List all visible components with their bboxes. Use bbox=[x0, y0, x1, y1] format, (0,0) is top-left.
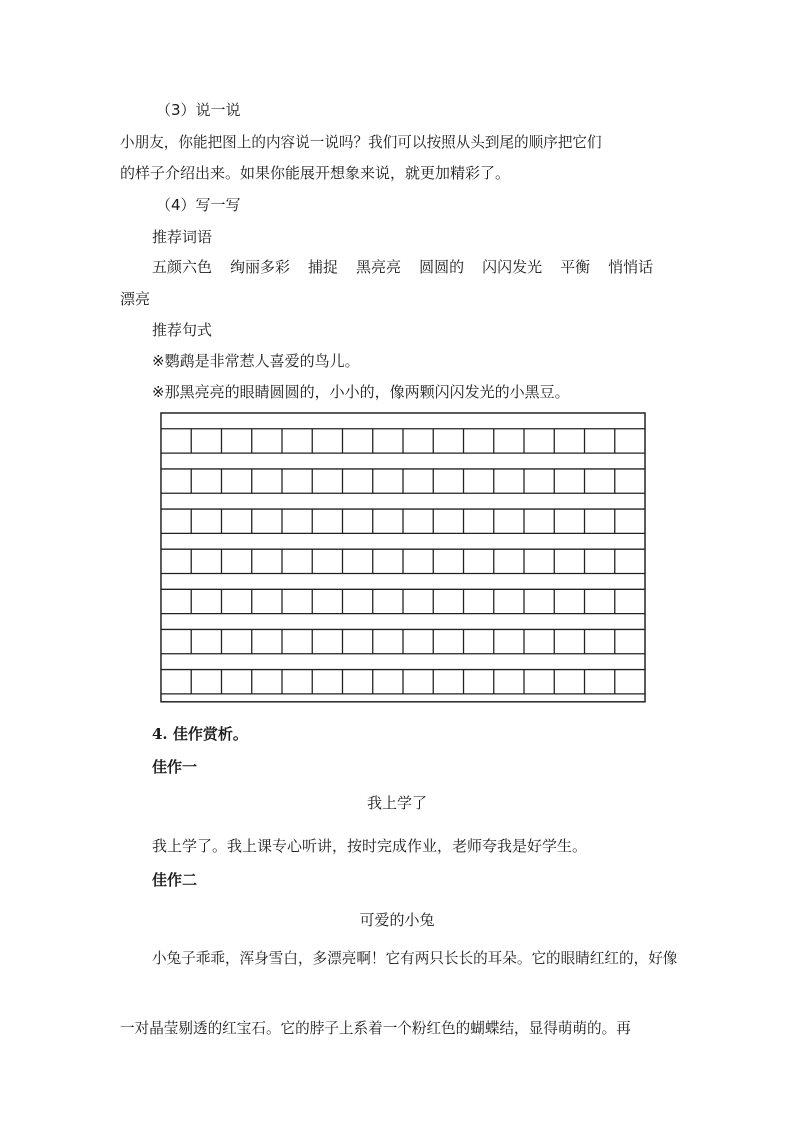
work2-label: 佳作二 bbox=[152, 871, 198, 889]
recommended-word: 闪闪发光 bbox=[482, 258, 543, 276]
recommended-word-overflow: 漂亮 bbox=[120, 290, 151, 308]
work1-title: 我上学了 bbox=[366, 794, 427, 812]
recommended-word: 捕捉 bbox=[308, 258, 339, 276]
recommended-word: 圆圆的 bbox=[419, 258, 465, 276]
recommended-sentences-title: 推荐句式 bbox=[152, 321, 213, 339]
recommended-words-title: 推荐词语 bbox=[152, 228, 213, 246]
recommended-sentence-2: ※那黑亮亮的眼睛圆圆的，小小的，像两颗闪闪发光的小黑豆。 bbox=[152, 383, 570, 401]
recommended-word: 悄悄话 bbox=[608, 258, 654, 276]
writing-grid bbox=[156, 412, 650, 706]
recommended-word: 平衡 bbox=[560, 258, 591, 276]
work1-label: 佳作一 bbox=[152, 758, 198, 776]
recommended-word: 绚丽多彩 bbox=[230, 258, 291, 276]
recommended-words-list bbox=[152, 257, 671, 277]
section3-paragraph-line1: 小朋友，你能把图上的内容说一说吗？我们可以按照从头到尾的顺序把它们 bbox=[120, 134, 602, 151]
work2-title: 可爱的小兔 bbox=[359, 911, 435, 929]
work2-text-line2: 一对晶莹剔透的红宝石。它的脖子上系着一个粉红色的蝴蝶结，显得萌萌的。再 bbox=[120, 1020, 631, 1037]
section4-heading: （4）写一写 bbox=[156, 196, 241, 214]
recommended-sentence-1: ※鹦鹉是非常惹人喜爱的鸟儿。 bbox=[152, 352, 360, 370]
appreciation-heading: 4. 佳作赏析。 bbox=[152, 725, 248, 743]
work1-text: 我上学了。我上课专心听讲，按时完成作业，老师夸我是好学生。 bbox=[152, 837, 588, 855]
section3-heading: （3）说一说 bbox=[156, 101, 241, 119]
recommended-word: 黑亮亮 bbox=[356, 258, 402, 276]
work2-text-line1: 小兔子乖乖，浑身雪白，多漂亮啊！它有两只长长的耳朵。它的眼睛红红的，好像 bbox=[152, 950, 678, 967]
recommended-word: 五颜六色 bbox=[152, 258, 213, 276]
section3-paragraph-line2: 的样子介绍出来。如果你能展开想象来说，就更加精彩了。 bbox=[120, 164, 511, 182]
